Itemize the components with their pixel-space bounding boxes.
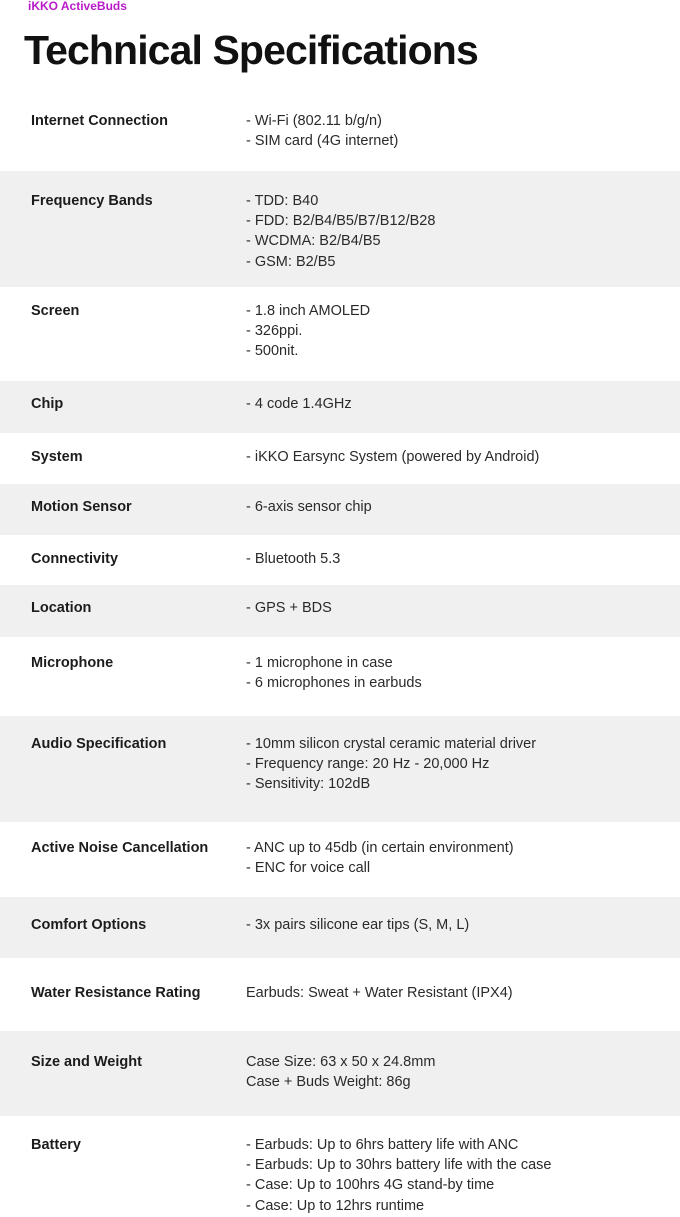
spec-values bbox=[246, 1135, 551, 1216]
spec-value-line: - Case: Up to 12hrs runtime bbox=[246, 1197, 425, 1214]
spec-label: Water Resistance Rating bbox=[31, 985, 201, 1001]
spec-value-line: - 6 microphones in earbuds bbox=[246, 675, 422, 692]
spec-value-line: - GSM: B2/B5 bbox=[246, 253, 336, 270]
spec-value-line: - Earbuds: Up to 6hrs battery life with ANC bbox=[246, 1137, 519, 1153]
spec-table bbox=[0, 96, 680, 1215]
spec-value-line: - Case: Up to 100hrs 4G stand-by time bbox=[246, 1177, 495, 1194]
spec-values bbox=[246, 394, 352, 414]
spec-value-line: - 500nit. bbox=[246, 343, 299, 360]
spec-value-line: - 1.8 inch AMOLED bbox=[246, 303, 371, 319]
spec-row bbox=[0, 381, 680, 433]
spec-label: Chip bbox=[31, 396, 64, 412]
spec-value-line: - FDD: B2/B4/B5/B7/B12/B28 bbox=[246, 213, 436, 230]
spec-value-line: - 3x pairs silicone ear tips (S, M, L) bbox=[246, 917, 470, 933]
spec-values bbox=[246, 915, 469, 935]
spec-row bbox=[0, 1116, 680, 1215]
spec-value-line: - Bluetooth 5.3 bbox=[246, 551, 341, 567]
spec-value-line: - 10mm silicon crystal ceramic material driver bbox=[246, 736, 537, 752]
spec-row bbox=[0, 1031, 680, 1116]
spec-row bbox=[0, 535, 680, 585]
spec-label: Location bbox=[31, 600, 92, 616]
spec-row bbox=[0, 484, 680, 535]
spec-label: Audio Specification bbox=[31, 736, 167, 752]
spec-values bbox=[246, 191, 435, 272]
spec-value-line: - Frequency range: 20 Hz - 20,000 Hz bbox=[246, 756, 490, 773]
spec-values bbox=[246, 549, 340, 569]
spec-values bbox=[246, 111, 398, 151]
spec-label: Motion Sensor bbox=[31, 499, 132, 515]
spec-row bbox=[0, 637, 680, 716]
spec-values bbox=[246, 301, 370, 362]
spec-value-line: - 1 microphone in case bbox=[246, 655, 393, 671]
spec-value-line: - WCDMA: B2/B4/B5 bbox=[246, 233, 381, 250]
spec-label: Battery bbox=[31, 1137, 81, 1153]
spec-row bbox=[0, 96, 680, 171]
spec-values bbox=[246, 983, 513, 1003]
spec-label: Screen bbox=[31, 303, 80, 319]
spec-value-line: - Wi-Fi (802.11 b/g/n) bbox=[246, 113, 382, 129]
spec-label: Microphone bbox=[31, 655, 114, 671]
spec-label: Active Noise Cancellation bbox=[31, 840, 209, 856]
spec-value-line: - ENC for voice call bbox=[246, 860, 371, 877]
spec-label: Connectivity bbox=[31, 551, 119, 567]
spec-value-line: - SIM card (4G internet) bbox=[246, 133, 399, 150]
spec-values bbox=[246, 497, 372, 517]
spec-row bbox=[0, 585, 680, 637]
spec-label: Internet Connection bbox=[31, 113, 168, 129]
spec-row bbox=[0, 171, 680, 287]
spec-value-line: - ANC up to 45db (in certain environment) bbox=[246, 840, 514, 856]
spec-row bbox=[0, 822, 680, 897]
spec-value-line: Case Size: 63 x 50 x 24.8mm bbox=[246, 1054, 436, 1070]
page-title: Technical Specifications bbox=[24, 27, 478, 73]
spec-value-line: Earbuds: Sweat + Water Resistant (IPX4) bbox=[246, 985, 513, 1001]
spec-value-line: - Earbuds: Up to 30hrs battery life with the case bbox=[246, 1157, 552, 1174]
spec-label: Frequency Bands bbox=[31, 193, 153, 209]
spec-label: Size and Weight bbox=[31, 1054, 142, 1070]
spec-values bbox=[246, 734, 536, 795]
spec-value-line: - 326ppi. bbox=[246, 323, 303, 340]
spec-value-line: - iKKO Earsync System (powered by Android) bbox=[246, 449, 540, 465]
spec-value-line: - TDD: B40 bbox=[246, 193, 319, 209]
spec-row bbox=[0, 716, 680, 822]
spec-label: Comfort Options bbox=[31, 917, 147, 933]
spec-values bbox=[246, 1052, 435, 1092]
spec-value-line: Case + Buds Weight: 86g bbox=[246, 1074, 411, 1091]
spec-row bbox=[0, 958, 680, 1031]
spec-values bbox=[246, 447, 539, 467]
spec-row bbox=[0, 897, 680, 958]
spec-label: System bbox=[31, 449, 83, 465]
brand-label: iKKO ActiveBuds bbox=[28, 0, 127, 13]
spec-row bbox=[0, 433, 680, 484]
spec-value-line: - 6-axis sensor chip bbox=[246, 499, 372, 515]
spec-values bbox=[246, 653, 422, 693]
spec-values bbox=[246, 598, 332, 618]
spec-value-line: - Sensitivity: 102dB bbox=[246, 776, 371, 793]
spec-value-line: - 4 code 1.4GHz bbox=[246, 396, 352, 412]
spec-row bbox=[0, 287, 680, 381]
spec-value-line: - GPS + BDS bbox=[246, 600, 332, 616]
spec-values bbox=[246, 838, 514, 878]
